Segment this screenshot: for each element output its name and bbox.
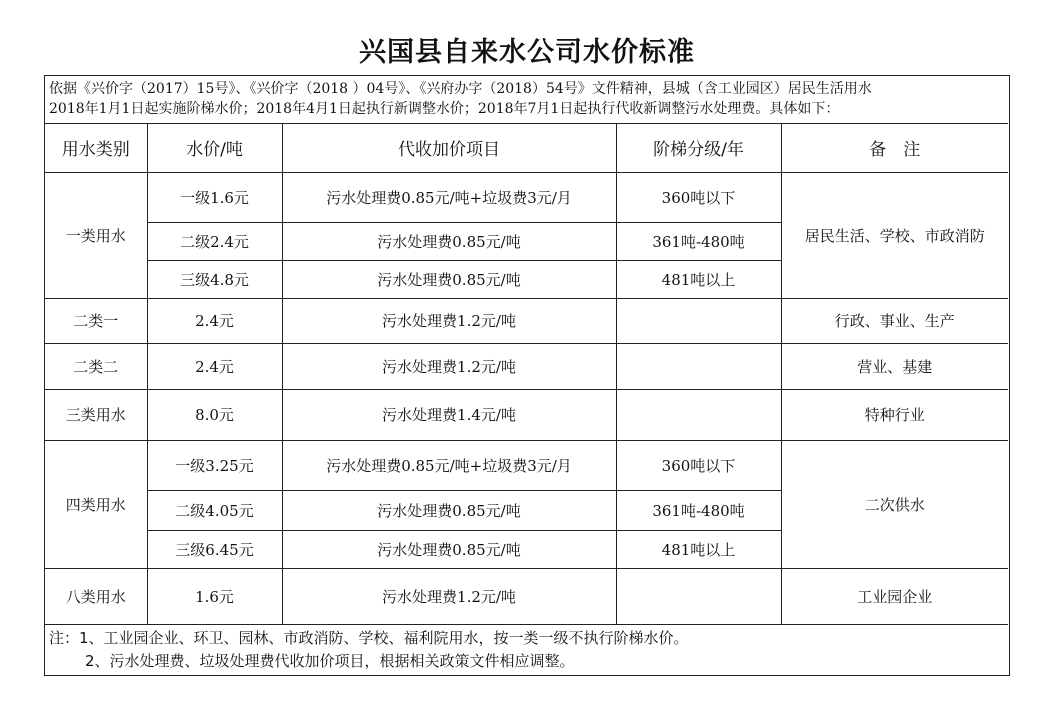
footnote-line-2: 2、污水处理费、垃圾处理费代收加价项目，根据相关政策文件相应调整。 (85, 652, 575, 670)
intro-line-1: 依据《兴价字（2017）15号》、《兴价字（2018 ）04号》、《兴府办字（2018）54号》文件精神，县城（含工业园区）居民生活用水 (49, 81, 872, 97)
header-remark: 备 注 (781, 124, 1008, 172)
header-surcharge: 代收加价项目 (282, 124, 616, 172)
remark-cell: 特种行业 (781, 389, 1008, 440)
surcharge-cell: 污水处理费1.4元/吨 (282, 389, 616, 440)
table-row (45, 172, 1008, 222)
surcharge-cell: 污水处理费0.85元/吨 (282, 260, 616, 298)
surcharge-cell: 污水处理费1.2元/吨 (282, 343, 616, 389)
price-cell: 1.6元 (147, 568, 282, 624)
header-tier: 阶梯分级/年 (616, 124, 781, 172)
tier-cell: 481吨以上 (616, 260, 781, 298)
page-title: 兴国县自来水公司水价标准 (359, 37, 695, 68)
header-row (45, 124, 1008, 172)
category-cell: 三类用水 (45, 389, 147, 440)
table-row (45, 298, 1008, 343)
tier-cell (616, 298, 781, 343)
tier-cell (616, 568, 781, 624)
tier-cell: 360吨以下 (616, 440, 781, 490)
surcharge-cell: 污水处理费0.85元/吨 (282, 222, 616, 260)
price-cell: 一级3.25元 (147, 440, 282, 490)
water-price-table (45, 124, 1008, 625)
table-row (45, 343, 1008, 389)
price-cell: 8.0元 (147, 389, 282, 440)
surcharge-cell: 污水处理费1.2元/吨 (282, 298, 616, 343)
remark-cell: 居民生活、学校、市政消防 (781, 172, 1008, 298)
tier-cell: 361吨-480吨 (616, 222, 781, 260)
table-row (45, 440, 1008, 490)
tier-cell: 481吨以上 (616, 530, 781, 568)
tier-cell: 361吨-480吨 (616, 490, 781, 530)
price-cell: 2.4元 (147, 298, 282, 343)
table-row (45, 568, 1008, 624)
table-row (45, 389, 1008, 440)
remark-cell: 二次供水 (781, 440, 1008, 568)
price-cell: 一级1.6元 (147, 172, 282, 222)
price-cell: 三级4.8元 (147, 260, 282, 298)
surcharge-cell: 污水处理费0.85元/吨 (282, 530, 616, 568)
intro-line-2: 2018年1月1日起实施阶梯水价；2018年4月1日起执行新调整水价；2018年7月1日起执行代收新调整污水处理费。具体如下： (49, 101, 840, 117)
category-cell: 八类用水 (45, 568, 147, 624)
price-cell: 二级2.4元 (147, 222, 282, 260)
price-cell: 二级4.05元 (147, 490, 282, 530)
remark-cell: 营业、基建 (781, 343, 1008, 389)
category-cell: 四类用水 (45, 440, 147, 568)
header-category: 用水类别 (45, 124, 147, 172)
surcharge-cell: 污水处理费0.85元/吨 (282, 490, 616, 530)
price-cell: 2.4元 (147, 343, 282, 389)
tier-cell (616, 389, 781, 440)
remark-cell: 工业园企业 (781, 568, 1008, 624)
price-cell: 三级6.45元 (147, 530, 282, 568)
category-cell: 一类用水 (45, 172, 147, 298)
remark-cell: 行政、事业、生产 (781, 298, 1008, 343)
surcharge-cell: 污水处理费1.2元/吨 (282, 568, 616, 624)
intro-paragraph (45, 76, 1008, 124)
header-price: 水价/吨 (147, 124, 282, 172)
tier-cell: 360吨以下 (616, 172, 781, 222)
footnote-line-1: 注：1、工业园企业、环卫、园林、市政消防、学校、福利院用水，按一类一级不执行阶梯水价。 (49, 629, 689, 647)
tier-cell (616, 343, 781, 389)
category-cell: 二类一 (45, 298, 147, 343)
surcharge-cell: 污水处理费0.85元/吨+垃圾费3元/月 (282, 440, 616, 490)
price-sheet (44, 75, 1010, 676)
footnote (45, 625, 1008, 675)
category-cell: 二类二 (45, 343, 147, 389)
surcharge-cell: 污水处理费0.85元/吨+垃圾费3元/月 (282, 172, 616, 222)
